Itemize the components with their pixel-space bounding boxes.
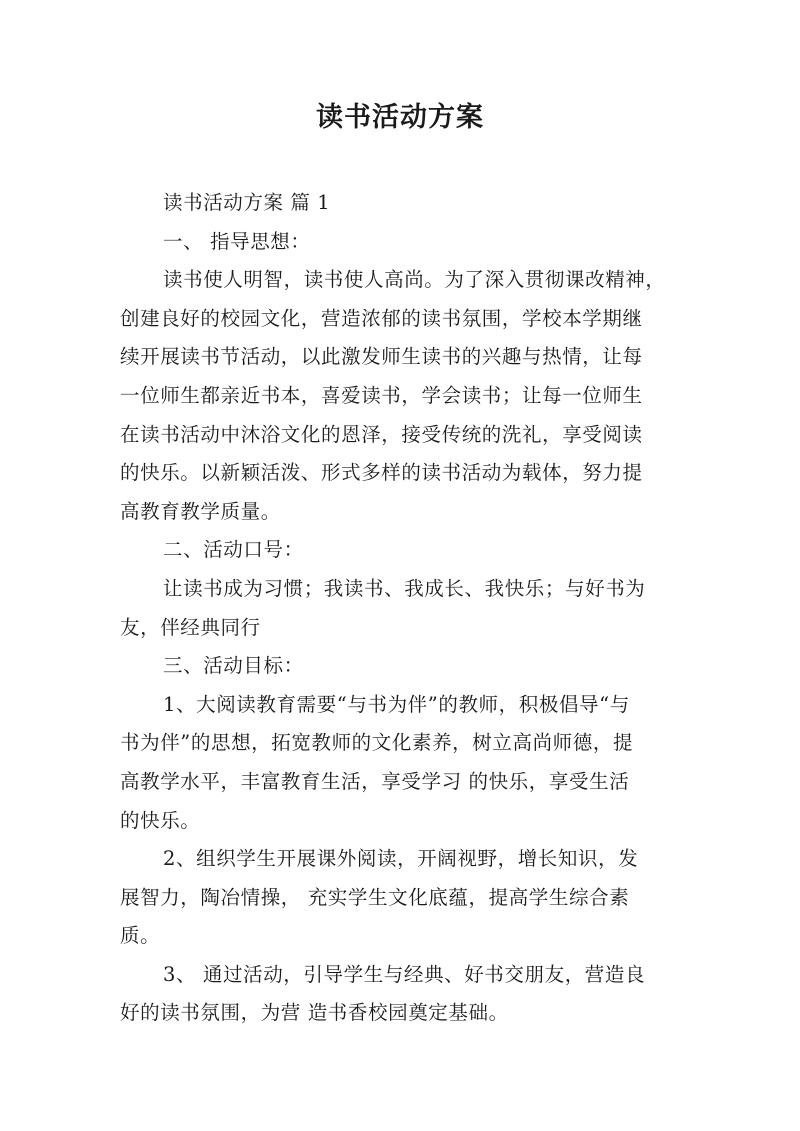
text-line: 二、活动口号： <box>163 538 304 562</box>
text-line: 1、大阅读教育需要“与书为伴”的教师，积极倡导“与 <box>163 692 630 716</box>
text-line: 读书活动方案 篇 1 <box>163 191 331 214</box>
text-line: 的快乐。以新颖活泼、形式多样的读书活动为载体，努力提 <box>120 461 643 485</box>
document-body <box>120 184 680 1033</box>
text-line: 2、组织学生开展课外阅读，开阔视野，增长知识，发 <box>163 847 639 871</box>
text-line: 在读书活动中沐浴文化的恩泽，接受传统的洗礼，享受阅读 <box>120 422 643 446</box>
text-line: 读书使人明智，读书使人高尚。为了深入贯彻课改精神， <box>163 268 666 292</box>
text-line: 的快乐。 <box>120 808 201 832</box>
document-title: 读书活动方案 <box>316 102 484 133</box>
text-line: 一位师生都亲近书本，喜爱读书，学会读书；让每一位师生 <box>120 383 643 407</box>
text-line: 续开展读书节活动，以此激发师生读书的兴趣与热情，让每 <box>120 345 643 369</box>
text-line: 展智力，陶冶情操， 充实学生文化底蕴，提高学生综合素 <box>120 885 630 909</box>
text-line: 让读书成为习惯；我读书、我成长、我快乐；与好书为 <box>163 576 646 600</box>
text-line: 质。 <box>120 924 161 948</box>
text-line: 友，伴经典同行 <box>120 615 261 639</box>
text-line: 书为伴”的思想，拓宽教师的文化素养，树立高尚师德，提 <box>120 731 634 755</box>
text-line: 三、活动目标： <box>163 654 304 678</box>
text-line: 一、 指导思想： <box>163 229 311 253</box>
text-line: 高教育教学质量。 <box>120 499 281 523</box>
text-line: 高教学水平，丰富教育生活，享受学习 的快乐，享受生活 <box>120 769 630 793</box>
text-line: 3、 通过活动，引导学生与经典、好书交朋友，营造良 <box>163 962 646 986</box>
text-line: 创建良好的校园文化，营造浓郁的读书氛围，学校本学期继 <box>120 306 643 330</box>
text-line: 好的读书氛围，为营 造书香校园奠定基础。 <box>120 1001 509 1025</box>
